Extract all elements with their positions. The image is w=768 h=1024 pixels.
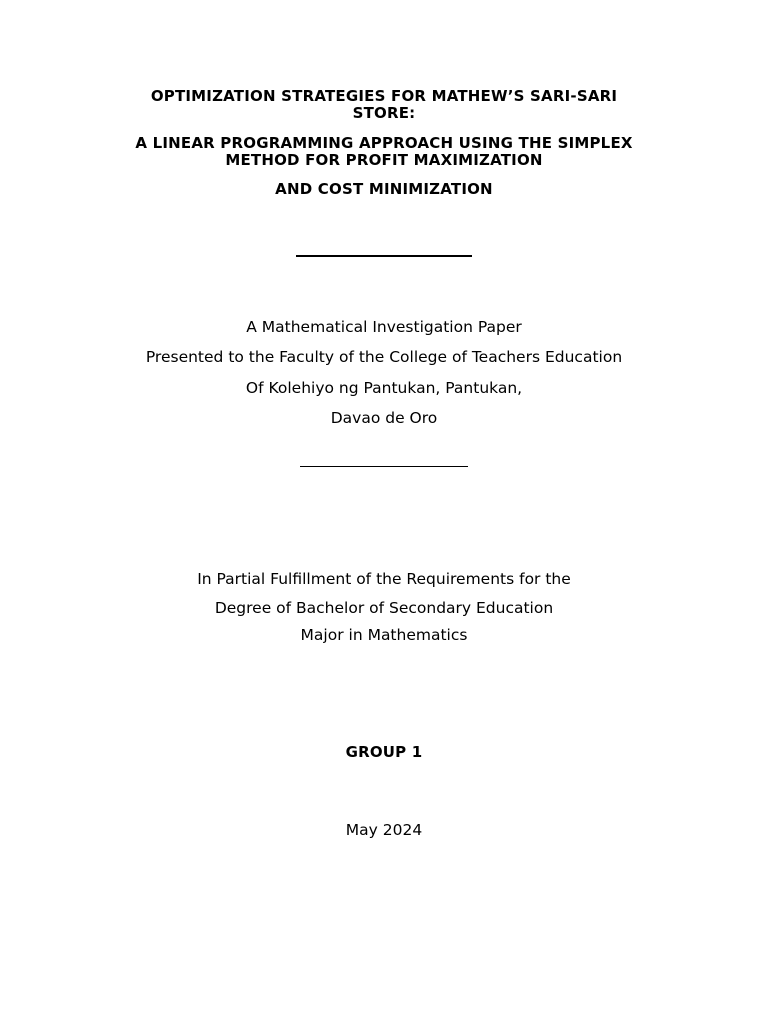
title-divider (296, 255, 472, 257)
presentation-line-2: Presented to the Faculty of the College of Teachers Education (145, 348, 623, 366)
title-line-2: STORE: (352, 104, 416, 122)
title-line-1: OPTIMIZATION STRATEGIES FOR MATHEW’S SARI-SARI (150, 87, 618, 105)
presentation-line-1: A Mathematical Investigation Paper (246, 318, 522, 336)
fulfillment-line-1: In Partial Fulfillment of the Requirements for the (197, 570, 571, 588)
group-label: GROUP 1 (345, 743, 423, 761)
date-label: May 2024 (345, 821, 423, 839)
presentation-line-4: Davao de Oro (330, 409, 438, 427)
presentation-divider (300, 466, 468, 467)
title-line-5: AND COST MINIMIZATION (275, 180, 493, 198)
fulfillment-line-3: Major in Mathematics (300, 626, 468, 644)
fulfillment-line-2: Degree of Bachelor of Secondary Education (214, 599, 554, 617)
title-line-4: METHOD FOR PROFIT MAXIMIZATION (225, 151, 543, 169)
title-line-3: A LINEAR PROGRAMMING APPROACH USING THE SIMPLEX (135, 134, 633, 152)
presentation-line-3: Of Kolehiyo ng Pantukan, Pantukan, (245, 379, 523, 397)
